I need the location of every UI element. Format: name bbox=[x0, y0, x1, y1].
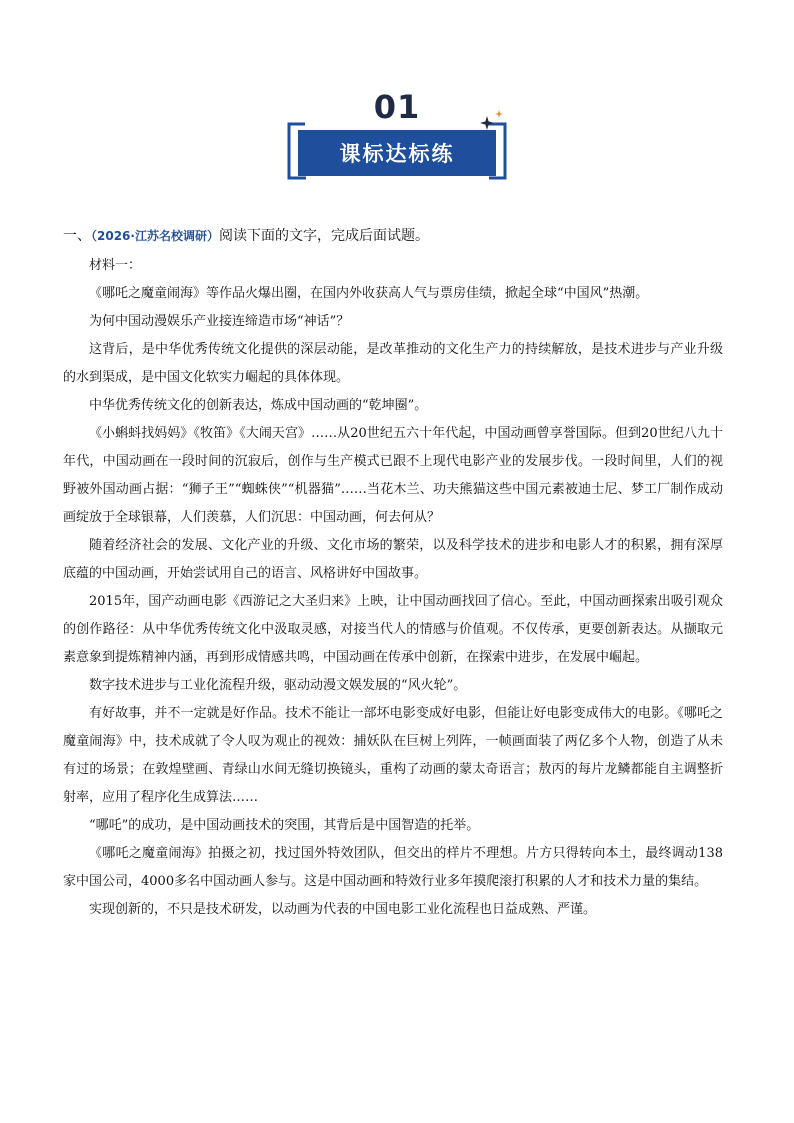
section-header bbox=[0, 0, 794, 200]
paragraph: “哪吒”的成功，是中国动画技术的突围，其背后是中国智造的托举。 bbox=[89, 818, 480, 833]
paragraph: 数字技术进步与工业化流程升级，驱动动漫文娱发展的“风火轮”。 bbox=[89, 678, 467, 693]
paragraph: 2015年，国产动画电影《西游记之大圣归来》上映，让中国动画找回了信心。至此，中国动画探索出吸引观众的创作路径：从中华优秀传统文化中汲取灵感，对接当代人的情感与价值观。不仅传承，更要创新表达。从撷取元素意象到提炼精神内涵，再到形成情感共鸣，中国动画在传承中创新，在探索中进步，在发展中崛起。 bbox=[63, 594, 723, 665]
question-source: （2026·江苏名校调研） bbox=[91, 229, 219, 243]
banner-title: 课标达标练 bbox=[298, 130, 496, 176]
paragraph: 随着经济社会的发展、文化产业的升级、文化市场的繁荣，以及科学技术的进步和电影人才的积累，拥有深厚底蕴的中国动画，开始尝试用自己的语言、风格讲好中国故事。 bbox=[63, 538, 723, 581]
paragraph: 中华优秀传统文化的创新表达，炼成中国动画的“乾坤圈”。 bbox=[89, 398, 428, 413]
section-number: 01 bbox=[373, 88, 421, 126]
paragraph: 《小蝌蚪找妈妈》《牧笛》《大闹天宫》……从20世纪五六十年代起，中国动画曾享誉国际。但到20世纪八九十年代，中国动画在一段时间的沉寂后，创作与生产模式已跟不上现代电影产业的发展步伐。一段时间里，人们的视野被外国动画占据：“狮子王”“蜘蛛侠”“机器猫”……当花木兰、功夫熊猫这些中国元素被迪士尼、梦工厂制作成动画绽放于全球银幕，人们羡慕，人们沉思：中国动画，何去何从？ bbox=[63, 426, 723, 525]
paragraph: 这背后，是中华优秀传统文化提供的深层动能，是改革推动的文化生产力的持续解放，是技术进步与产业升级的水到渠成，是中国文化软实力崛起的具体体现。 bbox=[63, 342, 723, 385]
question-heading bbox=[63, 222, 723, 250]
sparkle-icon bbox=[480, 110, 506, 134]
question-instruction: 阅读下面的文字，完成后面试题。 bbox=[218, 228, 429, 244]
paragraph: 有好故事，并不一定就是好作品。技术不能让一部坏电影变成好电影，但能让好电影变成伟大的电影。《哪吒之魔童闹海》中，技术成就了令人叹为观止的视效：捕妖队在巨树上列阵，一帧画面装了两亿多个人物，创造了从未有过的场景；在敦煌壁画、青绿山水间无缝切换镜头，重构了动画的蒙太奇语言；敖丙的每片龙鳞都能自主调整折射率，应用了程序化生成算法…… bbox=[63, 706, 723, 805]
question-number: 一、 bbox=[63, 228, 91, 244]
question-content bbox=[63, 222, 723, 924]
paragraph: 《哪吒之魔童闹海》拍摄之初，找过国外特效团队，但交出的样片不理想。片方只得转向本土，最终调动138家中国公司，4000多名中国动画人参与。这是中国动画和特效行业多年摸爬滚打积累的人才和技术力量的集结。 bbox=[63, 846, 723, 889]
material-label: 材料一： bbox=[89, 258, 142, 273]
paragraph: 《哪吒之魔童闹海》等作品火爆出圈，在国内外收获高人气与票房佳绩，掀起全球“中国风”热潮。 bbox=[89, 286, 649, 301]
paragraph: 实现创新的，不只是技术研发，以动画为代表的中国电影工业化流程也日益成熟、严谨。 bbox=[89, 902, 597, 917]
paragraph: 为何中国动漫娱乐产业接连缔造市场“神话”？ bbox=[89, 314, 350, 329]
